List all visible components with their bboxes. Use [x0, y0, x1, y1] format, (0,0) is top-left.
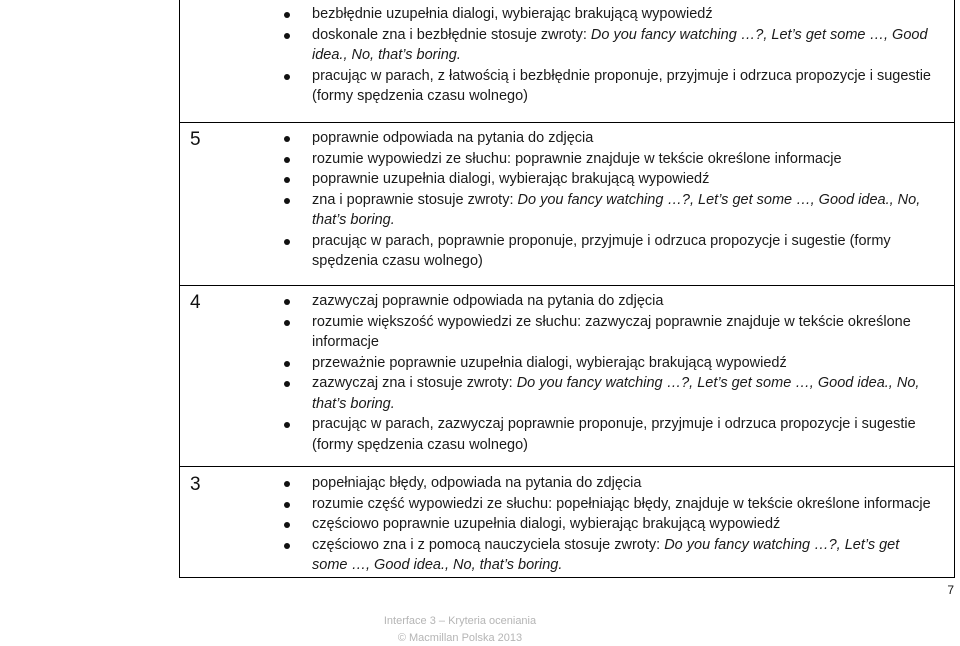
bullet-icon: [284, 157, 290, 163]
criteria-list: [284, 128, 932, 272]
criterion-text: rozumie wypowiedzi ze słuchu: poprawnie znajduje w tekście określone informacje: [312, 150, 842, 167]
bullet-icon: [284, 522, 290, 528]
bullet-icon: [284, 502, 290, 508]
bullet-icon: [284, 361, 290, 367]
criterion-item: [284, 4, 932, 25]
criterion-text: popełniając błędy, odpowiada na pytania do zdjęcia: [312, 475, 642, 491]
bullet-icon: [284, 177, 290, 183]
bullet-icon: [284, 136, 290, 142]
criterion-item: [284, 414, 932, 455]
criterion-item: [284, 66, 932, 107]
phrase-examples: Do you fancy watching …?, Let’s get some …, Good idea., No, that’s boring.: [312, 26, 928, 63]
criteria-row-6: [180, 0, 954, 123]
bullet-icon: [284, 299, 290, 305]
criterion-text: częściowo poprawnie uzupełnia dialogi, wybierając brakującą wypowiedź: [312, 516, 781, 532]
criterion-text: pracując w parach, poprawnie proponuje, przyjmuje i odrzuca propozycje i sugestie (formy spędzenia czasu wolnego): [312, 232, 891, 269]
criteria-list: [284, 473, 932, 576]
bullet-icon: [284, 481, 290, 487]
criterion-text: zna i poprawnie stosuje zwroty:: [312, 191, 518, 208]
criterion-item: [284, 535, 932, 576]
grade-label: 3: [190, 474, 201, 495]
bullet-icon: [284, 320, 290, 326]
criteria-table: [179, 0, 955, 578]
criterion-text: rozumie większość wypowiedzi ze słuchu: zazwyczaj poprawnie znajduje w tekście określone informacje: [312, 313, 911, 350]
grade-label: 5: [190, 129, 201, 150]
bullet-icon: [284, 381, 290, 387]
criterion-text: zazwyczaj zna i stosuje zwroty:: [312, 375, 517, 391]
criterion-text: zazwyczaj poprawnie odpowiada na pytania do zdjęcia: [312, 293, 664, 309]
criterion-item: [284, 128, 932, 149]
criteria-row-5: [180, 122, 954, 286]
criterion-item: [284, 514, 932, 535]
criteria-list: [284, 291, 932, 455]
criterion-item: [284, 473, 932, 494]
criteria-row-3: [180, 466, 954, 577]
phrase-examples: Do you fancy watching …?, Let’s get some …, Good idea., No, that’s boring.: [312, 375, 920, 412]
criterion-item: [284, 291, 932, 312]
criterion-text: poprawnie odpowiada na pytania do zdjęcia: [312, 130, 594, 146]
criterion-text: przeważnie poprawnie uzupełnia dialogi, wybierając brakującą wypowiedź: [312, 354, 787, 371]
criterion-text: rozumie część wypowiedzi ze słuchu: popełniając błędy, znajduje w tekście określone informacje: [312, 495, 931, 512]
bullet-icon: [284, 239, 290, 245]
criterion-item: [284, 169, 932, 190]
criterion-text: pracując w parach, z łatwością i bezbłędnie proponuje, przyjmuje i odrzuca propozycje i sugestie (formy spędzenia czasu wolnego): [312, 67, 931, 104]
grade-label: 4: [190, 292, 201, 313]
criterion-text: bezbłędnie uzupełnia dialogi, wybierając brakującą wypowiedź: [312, 6, 713, 22]
criterion-item: [284, 312, 932, 353]
bullet-icon: [284, 543, 290, 549]
criteria-list: [284, 4, 932, 107]
criterion-text: pracując w parach, zazwyczaj poprawnie proponuje, przyjmuje i odrzuca propozycje i sugestie (formy spędzenia czasu wolnego): [312, 416, 916, 453]
criterion-text: poprawnie uzupełnia dialogi, wybierając brakującą wypowiedź: [312, 171, 710, 187]
criterion-item: [284, 353, 932, 374]
phrase-examples: Do you fancy watching …?, Let’s get some …, Good idea., No, that’s boring.: [312, 191, 921, 228]
page-number: 7: [947, 583, 954, 597]
criteria-row-4: [180, 285, 954, 467]
criterion-text: doskonale zna i bezbłędnie stosuje zwroty:: [312, 26, 591, 43]
phrase-examples: Do you fancy watching …?, Let’s get some …, Good idea., No, that’s boring.: [312, 536, 900, 573]
bullet-icon: [284, 198, 290, 204]
criterion-item: [284, 373, 932, 414]
criterion-text: częściowo zna i z pomocą nauczyciela stosuje zwroty:: [312, 536, 665, 553]
footer-title: Interface 3 – Kryteria oceniania: [383, 615, 537, 627]
criterion-item: [284, 149, 932, 170]
bullet-icon: [284, 74, 290, 80]
criterion-item: [284, 25, 932, 66]
footer-copyright: © Macmillan Polska 2013: [397, 632, 523, 644]
bullet-icon: [284, 12, 290, 18]
criterion-item: [284, 494, 932, 515]
criterion-item: [284, 231, 932, 272]
bullet-icon: [284, 422, 290, 428]
criterion-item: [284, 190, 932, 231]
bullet-icon: [284, 33, 290, 39]
